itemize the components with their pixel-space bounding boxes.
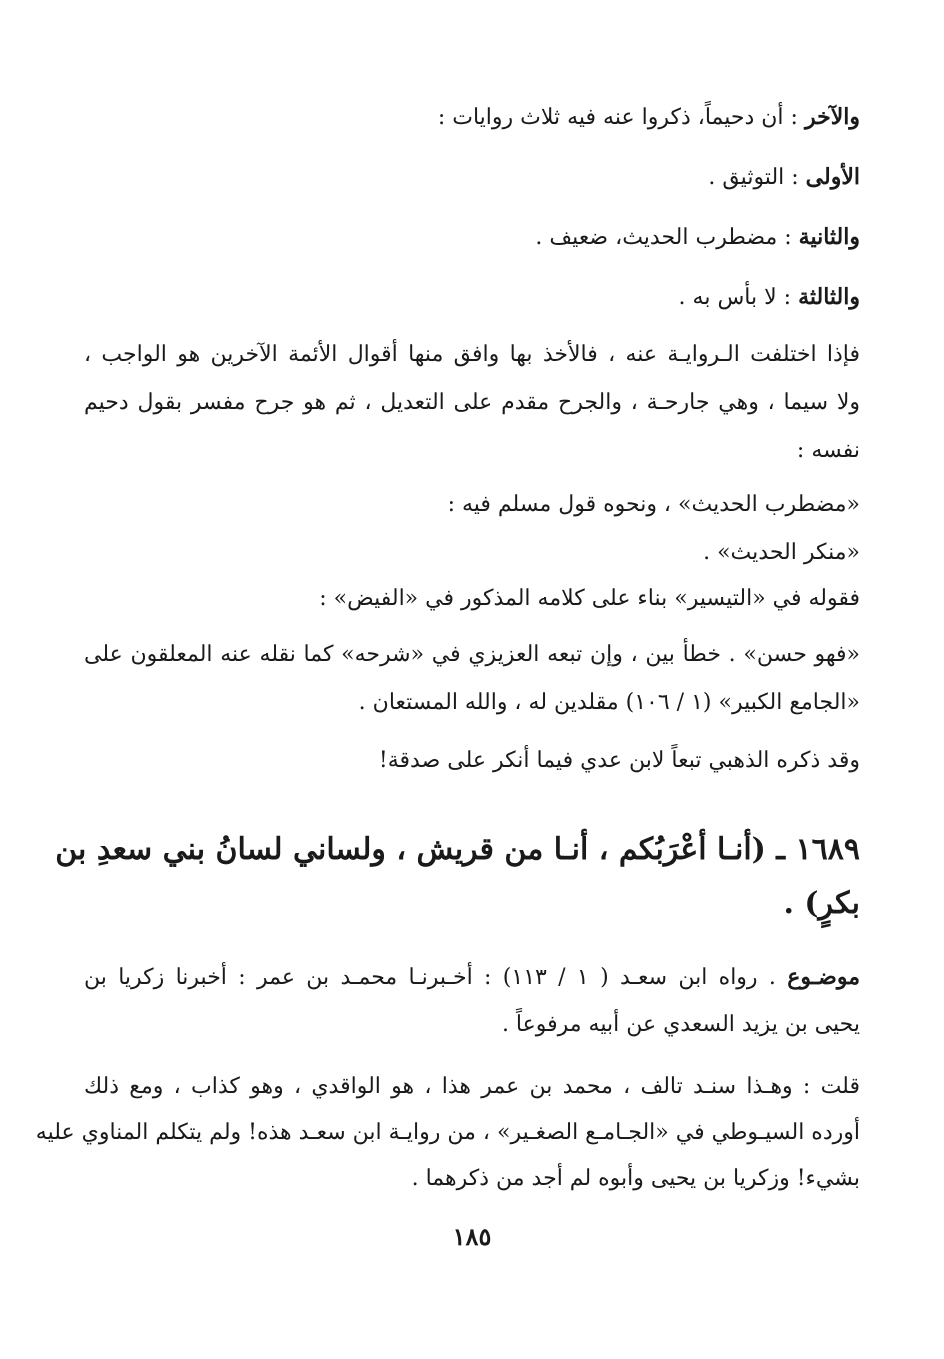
text-line: قلت : وهـذا سنـد تالف ، محمد بن عمر هذا ، هو الواقدي ، وهو كذاب ، ومع ذلك: [84, 1074, 860, 1099]
hadith-heading: ١٦٨٩ ـ (أنـا أعْرَبُكم ، أنـا من قريش ، ولساني لسانُ بني سعدِ بن: [55, 832, 860, 867]
text-line: أورده السيـوطي في «الجـامـع الصغـير» ، من روايـة ابن سعـد هذه! ولم يتكلم المناوي عليه: [35, 1120, 860, 1145]
line-text: : لا بأس به .: [678, 285, 792, 310]
text-line: نفسه :: [796, 438, 860, 463]
term-label: والآخر: [804, 104, 860, 130]
text-line: [84, 220, 860, 255]
line-text: . رواه ابن سعـد ( ١ / ١١٣) : أخـبرنـا محمـد بن عمر : أخبرنا زكريا بن: [84, 965, 776, 990]
term-label: والثالثة: [798, 284, 860, 310]
text-line: وقد ذكره الذهبي تبعاً لابن عدي فيما أنكر على صدقة!: [378, 748, 860, 773]
text-line: «فهو حسن» . خطأ بين ، وإن تبعه العزيزي في «شرحه» كما نقله عنه المعلقون على: [84, 642, 860, 667]
text-line: ولا سيما ، وهي جارحـة ، والجرح مقدم على التعديل ، ثم هو جرح مفسر بقول دحيم: [84, 390, 860, 415]
line-text: : أن دحيماً، ذكروا عنه فيه ثلاث روايات :: [437, 105, 798, 130]
page-number: ١٨٥: [452, 1222, 492, 1251]
text-line: [84, 960, 860, 995]
text-line: «الجامع الكبير» (١ / ١٠٦) مقلدين له ، والله المستعان .: [358, 690, 860, 715]
text-line: [84, 160, 860, 195]
text-line: فإذا اختلفت الـروايـة عنه ، فالأخذ بها وافق منها أقوال الأئمة الآخرين هو الواجب ،: [84, 342, 860, 367]
hadith-heading-continued: بكرٍ) .: [783, 886, 860, 921]
text-line: «مضطرب الحديث» ، ونحوه قول مسلم فيه :: [447, 492, 860, 517]
term-label: والثانية: [798, 224, 860, 250]
verdict-label: موضـوع: [787, 964, 861, 990]
line-text: : التوثيق .: [708, 165, 799, 190]
text-line: «منكر الحديث» .: [703, 540, 860, 565]
term-label: الأولى: [805, 164, 860, 190]
text-line: فقوله في «التيسير» بناء على كلامه المذكور في «الفيض» :: [319, 586, 860, 611]
line-text: : مضطرب الحديث، ضعيف .: [535, 225, 792, 250]
text-line: [84, 280, 860, 315]
text-line: بشيء! وزكريا بن يحيى وأبوه لم أجد من ذكرهما .: [411, 1166, 860, 1191]
text-line: يحيى بن يزيد السعدي عن أبيه مرفوعاً .: [501, 1012, 860, 1037]
text-line: [84, 100, 860, 135]
